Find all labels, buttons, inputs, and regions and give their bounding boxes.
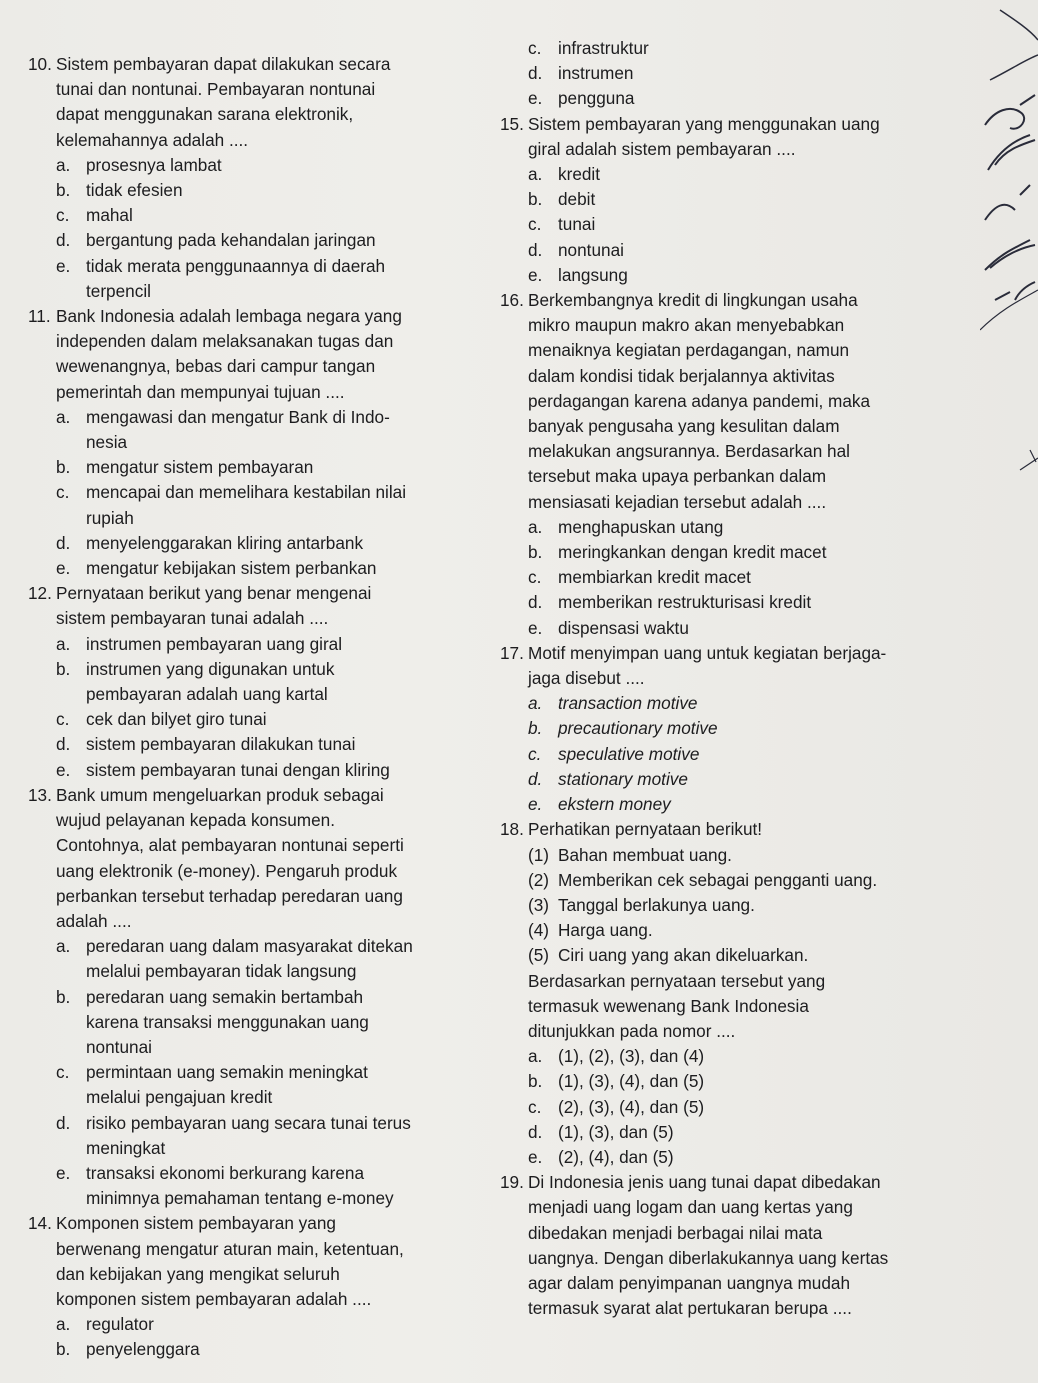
question-number: 15. xyxy=(500,113,524,134)
option-d[interactable]: d. stationary motive xyxy=(528,768,688,789)
question-line: tunai dan nontunai. Pembayaran nontunai xyxy=(56,79,376,100)
question-line: giral adalah sistem pembayaran .... xyxy=(528,138,796,159)
option-e[interactable]: e. pengguna xyxy=(528,88,635,109)
option-continuation: meningkat xyxy=(86,1137,166,1158)
statement-4: (4) Harga uang. xyxy=(528,920,653,941)
option-continuation: terpencil xyxy=(86,280,151,301)
question-line: banyak pengusaha yang kesulitan dalam xyxy=(528,416,840,437)
option-d[interactable]: d. sistem pembayaran dilakukan tunai xyxy=(56,734,356,755)
option-d[interactable]: d. memberikan restrukturisasi kredit xyxy=(528,592,812,613)
option-d[interactable]: d. instrumen xyxy=(528,63,634,84)
option-b[interactable]: b. (1), (3), (4), dan (5) xyxy=(528,1071,705,1092)
statement-2: (2) Memberikan cek sebagai pengganti uang. xyxy=(528,869,878,890)
right-column xyxy=(500,36,978,1321)
question-number: 14. xyxy=(28,1213,52,1234)
option-b[interactable]: b. mengatur sistem pembayaran xyxy=(56,457,314,478)
option-d[interactable]: d. menyelenggarakan kliring antarbank xyxy=(56,532,364,553)
question-line: kelemahannya adalah .... xyxy=(56,129,249,150)
option-a[interactable]: a. peredaran uang dalam masyarakat ditekan xyxy=(56,936,413,957)
question-18 xyxy=(500,817,978,1170)
question-10 xyxy=(28,52,498,304)
option-a[interactable]: a. mengawasi dan mengatur Bank di Indo- xyxy=(56,406,390,427)
scribble-stroke xyxy=(980,290,1038,330)
question-number: 18. xyxy=(500,819,524,840)
question-number: 12. xyxy=(28,583,52,604)
option-a[interactable]: a. prosesnya lambat xyxy=(56,154,222,175)
question-line: dibedakan menjadi berbagai nilai mata xyxy=(528,1222,823,1243)
option-b[interactable]: b. debit xyxy=(528,189,596,210)
option-continuation: melalui pembayaran tidak langsung xyxy=(86,961,357,982)
option-e[interactable]: e. transaksi ekonomi berkurang karena xyxy=(56,1162,365,1183)
option-a[interactable]: a. menghapuskan utang xyxy=(528,516,724,537)
scribble-stroke xyxy=(985,185,1030,220)
question-line: perbankan tersebut terhadap peredaran uang xyxy=(56,885,403,906)
scribble-stroke xyxy=(1020,450,1038,470)
question-line: Berdasarkan pernyataan tersebut yang xyxy=(528,970,826,991)
question-line: sistem pembayaran tunai adalah .... xyxy=(56,608,329,629)
option-b[interactable]: b. meringkankan dengan kredit macet xyxy=(528,542,827,563)
question-number: 10. xyxy=(28,54,52,74)
option-c[interactable]: c. membiarkan kredit macet xyxy=(528,567,751,588)
option-e[interactable]: e. ekstern money xyxy=(528,794,671,815)
option-b[interactable]: b. peredaran uang semakin bertambah xyxy=(56,986,364,1007)
question-number: 13. xyxy=(28,784,52,805)
question-number: 17. xyxy=(500,642,524,663)
option-a[interactable]: a. kredit xyxy=(528,164,601,185)
question-line: Bank Indonesia adalah lembaga negara yang xyxy=(56,306,402,327)
question-line: Komponen sistem pembayaran yang xyxy=(56,1213,336,1234)
question-line: berwenang mengatur aturan main, ketentuan, xyxy=(56,1238,404,1259)
option-c[interactable]: c. mahal xyxy=(56,205,133,226)
question-13 xyxy=(28,783,498,1211)
option-continuation: karena transaksi menggunakan uang xyxy=(86,1011,369,1032)
question-number: 16. xyxy=(500,290,524,311)
question-14 xyxy=(28,1211,498,1362)
scribble-stroke xyxy=(988,135,1035,170)
option-d[interactable]: d. nontunai xyxy=(528,239,624,260)
question-line: tersebut maka upaya perbankan dalam xyxy=(528,466,827,487)
question-line: adalah .... xyxy=(56,910,132,931)
question-line: uang elektronik (e-money). Pengaruh produk xyxy=(56,860,398,881)
option-e[interactable]: e. langsung xyxy=(528,264,628,285)
question-line: wujud pelayanan kepada konsumen. xyxy=(56,810,336,831)
question-line: Di Indonesia jenis uang tunai dapat dibedakan xyxy=(528,1172,881,1193)
option-a[interactable]: a. (1), (2), (3), dan (4) xyxy=(528,1046,705,1067)
option-e[interactable]: e. tidak merata penggunaannya di daerah xyxy=(56,255,386,276)
scribble-stroke xyxy=(985,95,1035,129)
question-16 xyxy=(500,288,978,641)
question-line: independen dalam melaksanakan tugas dan xyxy=(56,331,394,352)
option-c[interactable]: c. tunai xyxy=(528,214,596,235)
scribble-stroke xyxy=(990,55,1038,80)
option-continuation: pembayaran adalah uang kartal xyxy=(86,684,328,705)
question-line: termasuk wewenang Bank Indonesia xyxy=(528,995,809,1016)
scribble-stroke xyxy=(985,240,1035,270)
question-line: dalam kondisi tidak berjalannya aktivitas xyxy=(528,365,835,386)
option-continuation: nontunai xyxy=(86,1036,152,1057)
question-line: wewenangnya, bebas dari campur tangan xyxy=(56,356,376,377)
question-line: pemerintah dan mempunyai tujuan .... xyxy=(56,381,345,402)
question-number: 19. xyxy=(500,1172,524,1193)
question-line: menaiknya kegiatan perdagangan, namun xyxy=(528,340,850,361)
question-line: dapat menggunakan sarana elektronik, xyxy=(56,104,354,125)
option-a[interactable]: a. transaction motive xyxy=(528,693,698,714)
question-line: Sistem pembayaran yang menggunakan uang xyxy=(528,113,880,134)
question-line: uangnya. Dengan diberlakukannya uang kertas xyxy=(528,1247,889,1268)
option-c[interactable]: c. (2), (3), (4), dan (5) xyxy=(528,1096,705,1117)
option-b[interactable]: b. precautionary motive xyxy=(528,718,718,739)
option-e[interactable]: e. (2), (4), dan (5) xyxy=(528,1146,674,1167)
question-19 xyxy=(500,1170,978,1321)
question-line: melakukan angsurannya. Berdasarkan hal xyxy=(528,441,850,462)
statement-1: (1) Bahan membuat uang. xyxy=(528,844,732,865)
option-e[interactable]: e. dispensasi waktu xyxy=(528,617,689,638)
left-column xyxy=(28,52,498,1363)
option-c[interactable]: c. speculative motive xyxy=(528,743,700,764)
option-continuation: melalui pengajuan kredit xyxy=(86,1087,273,1108)
question-line: Bank umum mengeluarkan produk sebagai xyxy=(56,784,384,805)
option-c[interactable]: c. mencapai dan memelihara kestabilan nilai xyxy=(56,482,407,503)
scribble-stroke xyxy=(995,282,1035,300)
option-b[interactable]: b. penyelenggara xyxy=(56,1339,200,1360)
question-12 xyxy=(28,581,498,783)
question-number: 11. xyxy=(28,306,51,327)
option-continuation: nesia xyxy=(86,432,128,453)
option-continuation: rupiah xyxy=(86,507,134,528)
question-17 xyxy=(500,641,978,817)
question-line: Motif menyimpan uang untuk kegiatan berjaga- xyxy=(528,642,887,663)
question-line: mikro maupun makro akan menyebabkan xyxy=(528,315,845,336)
question-line: mensiasati kejadian tersebut adalah .... xyxy=(528,491,827,512)
question-line: menjadi uang logam dan uang kertas yang xyxy=(528,1197,853,1218)
option-b[interactable]: b. instrumen yang digunakan untuk xyxy=(56,658,335,679)
option-c[interactable]: c. infrastruktur xyxy=(528,38,649,58)
option-c[interactable]: c. permintaan uang semakin meningkat xyxy=(56,1062,368,1083)
option-e[interactable]: e. sistem pembayaran tunai dengan kliring xyxy=(56,759,390,780)
statement-3: (3) Tanggal berlakunya uang. xyxy=(528,894,755,915)
statement-5: (5) Ciri uang yang akan dikeluarkan. xyxy=(528,945,809,966)
question-11 xyxy=(28,304,498,581)
question-line: Contohnya, alat pembayaran nontunai seperti xyxy=(56,835,404,856)
scribble-stroke xyxy=(1000,10,1038,40)
question-line: Pernyataan berikut yang benar mengenai xyxy=(56,583,372,604)
option-a[interactable]: a. instrumen pembayaran uang giral xyxy=(56,633,343,654)
question-line: agar dalam penyimpanan uangnya mudah xyxy=(528,1272,851,1293)
option-d[interactable]: d. risiko pembayaran uang secara tunai terus xyxy=(56,1112,411,1133)
option-d[interactable]: d. bergantung pada kehandalan jaringan xyxy=(56,230,376,251)
question-line: Berkembangnya kredit di lingkungan usaha xyxy=(528,290,858,311)
question-15 xyxy=(500,112,978,288)
question-line: termasuk syarat alat pertukaran berupa .... xyxy=(528,1298,852,1319)
question-line: dan kebijakan yang mengikat seluruh xyxy=(56,1263,340,1284)
question-10-continued xyxy=(500,36,978,112)
option-continuation: minimnya pemahaman tentang e-money xyxy=(86,1188,394,1209)
question-line: Sistem pembayaran dapat dilakukan secara xyxy=(56,54,391,74)
option-c[interactable]: c. cek dan bilyet giro tunai xyxy=(56,709,267,730)
question-line: jaga disebut .... xyxy=(528,668,645,689)
option-d[interactable]: d. (1), (3), dan (5) xyxy=(528,1121,674,1142)
option-b[interactable]: b. tidak efesien xyxy=(56,180,183,201)
option-a[interactable]: a. regulator xyxy=(56,1314,154,1335)
question-line: perdagangan karena adanya pandemi, maka xyxy=(528,390,871,411)
question-line: komponen sistem pembayaran adalah .... xyxy=(56,1288,372,1309)
margin-handwriting xyxy=(980,0,1038,1383)
question-line: Perhatikan pernyataan berikut! xyxy=(528,819,763,840)
option-e[interactable]: e. mengatur kebijakan sistem perbankan xyxy=(56,558,377,579)
question-line: ditunjukkan pada nomor .... xyxy=(528,1020,736,1041)
